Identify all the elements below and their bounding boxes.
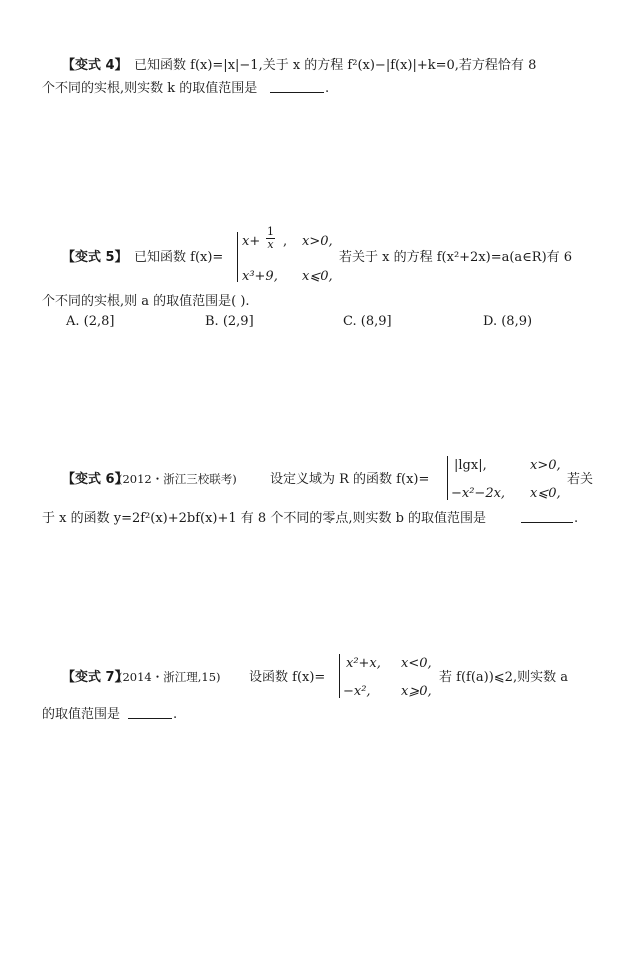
case2-cond: x⩽0, — [530, 486, 561, 501]
problem-5-tag: 【变式 5】 — [62, 250, 128, 265]
problem-6-lead: 设定义域为 R 的函数 f(x)= — [270, 472, 430, 487]
case1-expr: |lgx|, — [454, 458, 487, 473]
problem-4-line2-end: . — [325, 81, 330, 96]
case1-cond: x<0, — [401, 656, 432, 671]
option-a: A. (2,8] — [66, 314, 115, 329]
problem-7-tag: 【变式 7】 — [62, 670, 128, 685]
option-b: B. (2,9] — [205, 314, 254, 329]
fraction-denominator: x — [267, 237, 274, 251]
problem-6-tail: 若关 — [567, 472, 594, 487]
case2-cond: x⩾0, — [401, 684, 432, 699]
case2-expr: −x²−2x, — [451, 486, 506, 501]
option-c: C. (8,9] — [343, 314, 392, 329]
problem-5-lead: 已知函数 f(x)= — [134, 250, 224, 265]
problem-7-lead: 设函数 f(x)= — [249, 670, 326, 685]
case1-expr: x²+x, — [346, 656, 381, 671]
case1-comma: , — [283, 234, 288, 249]
problem-6-tag: 【变式 6】 — [62, 472, 128, 487]
case1-cond: x>0, — [302, 234, 333, 249]
case2-cond: x⩽0, — [302, 269, 333, 284]
problem-4-line1: 已知函数 f(x)=|x|−1,关于 x 的方程 f²(x)−|f(x)|+k=0,若方程恰有 8 — [134, 58, 537, 73]
option-d: D. (8,9) — [483, 314, 533, 329]
case1-fraction — [266, 226, 275, 250]
piecewise-brace — [447, 456, 448, 500]
problem-6-source: (2012・浙江三校联考) — [118, 472, 237, 486]
problem-5-tail: 若关于 x 的方程 f(x²+2x)=a(a∈R)有 6 — [339, 250, 573, 265]
problem-4-line2: 个不同的实根,则实数 k 的取值范围是 — [42, 81, 258, 96]
case1-expr: x+ — [242, 234, 261, 249]
problem-7-line2: 的取值范围是 — [42, 707, 121, 722]
problem-6-line2-end: . — [574, 511, 579, 526]
fraction-numerator: 1 — [267, 225, 274, 238]
case1-cond: x>0, — [530, 458, 561, 473]
case2-expr: x³+9, — [242, 269, 278, 284]
problem-7-tail: 若 f(f(a))⩽2,则实数 a — [439, 670, 568, 685]
case2-expr: −x², — [343, 684, 371, 699]
problem-6-line2: 于 x 的函数 y=2f²(x)+2bf(x)+1 有 8 个不同的零点,则实数 b 的取值范围是 — [42, 511, 487, 526]
answer-blank — [270, 80, 324, 93]
problem-7-source: (2014・浙江理,15) — [118, 670, 221, 684]
problem-5-line2: 个不同的实根,则 a 的取值范围是( ). — [42, 294, 250, 309]
piecewise-brace — [339, 654, 340, 698]
answer-blank — [128, 706, 172, 719]
piecewise-brace — [237, 232, 238, 282]
problem-7-line2-end: . — [173, 707, 178, 722]
answer-blank — [521, 510, 573, 523]
problem-4-tag: 【变式 4】 — [62, 58, 128, 73]
